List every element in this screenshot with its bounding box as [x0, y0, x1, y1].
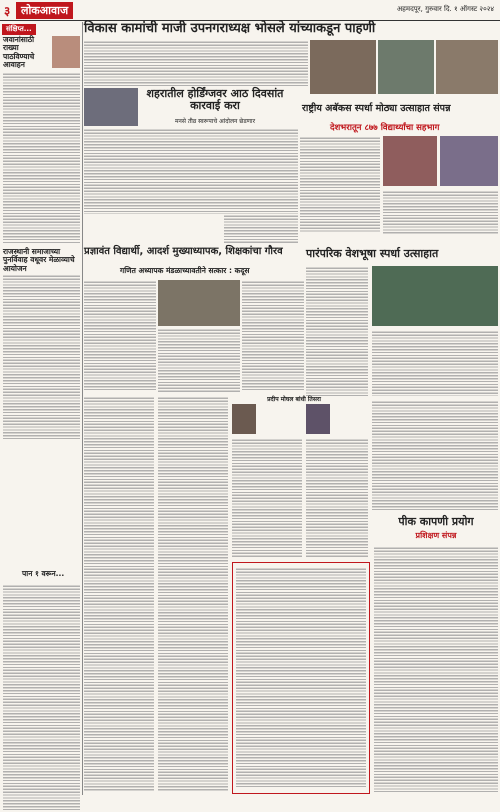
caption-line: प्रदीप मोघल बांधी तिसरा — [267, 396, 321, 403]
story3-text — [300, 136, 380, 232]
story1-text — [84, 40, 308, 86]
date-line: अहमदपूर, गुरुवार दि. १ ऑगस्ट २०२४ — [396, 5, 494, 13]
lower-text-c — [232, 438, 302, 558]
sidebar-story3-title: पान १ वरून... — [22, 569, 65, 578]
sidebar-story1-text — [3, 72, 80, 244]
headline-6: पीक कापणी प्रयोग — [398, 515, 474, 528]
story1-photo2 — [378, 40, 434, 94]
headline-1: विकास कामांची माजी उपनगराध्यक्ष भोसले यांच्याकडून पाहणी — [84, 21, 376, 36]
headline-4: प्रज्ञावंत विद्यार्थी, आदर्श मुख्याध्यापक, शिक्षकांचा गौरव — [84, 246, 283, 257]
lower-text-a — [84, 396, 154, 791]
story3-photo2 — [440, 136, 498, 186]
headline-4-sub: गणित अध्यापक मंडळाच्यावतीने सत्कार : कदूस — [120, 266, 250, 275]
lower-portrait-a — [232, 404, 256, 434]
story5-photo — [372, 266, 498, 326]
story4-text1 — [84, 280, 156, 392]
story5-text2 — [372, 330, 498, 396]
boxed-story — [232, 562, 370, 794]
headline-3: राष्ट्रीय अबॅकस स्पर्धा मोठ्या उत्साहात संपन्न — [302, 103, 451, 114]
story1-photo3 — [436, 40, 498, 94]
story3-text3 — [224, 214, 298, 244]
story4-text2 — [158, 328, 240, 392]
headline-5: पारंपरिक वेशभूषा स्पर्धा उत्साहात — [306, 247, 439, 260]
story2-text — [84, 128, 298, 214]
headline-6-sub: प्रशिक्षण संपन्न — [415, 531, 457, 540]
sidebar-story2-title: राजस्थानी समाजाच्या पुनर्विवाह वधूवर मेळाव्याचे आयोजन — [3, 247, 75, 273]
story1-photo1 — [310, 40, 376, 94]
headline-3-sub: देशभरातून ८७७ विद्यार्थ्यांचा सहभाग — [330, 123, 440, 133]
sidebar-story1-photo — [52, 36, 80, 68]
sidebar-story1-title: जवानांसाठी राख्या पाठविण्याचे आवाहन — [3, 35, 35, 69]
story4-text3 — [242, 280, 304, 392]
headline-2-sub: मनसे तीव्र स्वरूपाचे आंदोलन छेडणार — [174, 118, 256, 125]
newspaper-logo: लोकआवाज — [16, 2, 73, 19]
story6-text — [374, 546, 498, 792]
headline-2: शहरातील होर्डिंग्जवर आठ दिवसांत कारवाई करा — [146, 87, 284, 113]
sidebar — [0, 22, 83, 795]
page-number: ३ — [4, 4, 11, 18]
masthead — [0, 0, 500, 21]
sidebar-story3-text — [3, 584, 80, 812]
lower-text-e — [372, 400, 498, 510]
sidebar-story2-text — [3, 274, 80, 439]
story5-text1 — [306, 266, 368, 396]
story3-text2 — [383, 190, 498, 234]
boxed-story-text — [236, 567, 366, 787]
lower-portrait-b — [306, 404, 330, 434]
lower-text-d — [306, 438, 368, 558]
sidebar-tag: संक्षिप्त... — [2, 24, 36, 35]
story4-photo — [158, 280, 240, 326]
story3-photo1 — [383, 136, 437, 186]
story2-photo — [84, 88, 138, 126]
lower-text-b — [158, 396, 228, 791]
